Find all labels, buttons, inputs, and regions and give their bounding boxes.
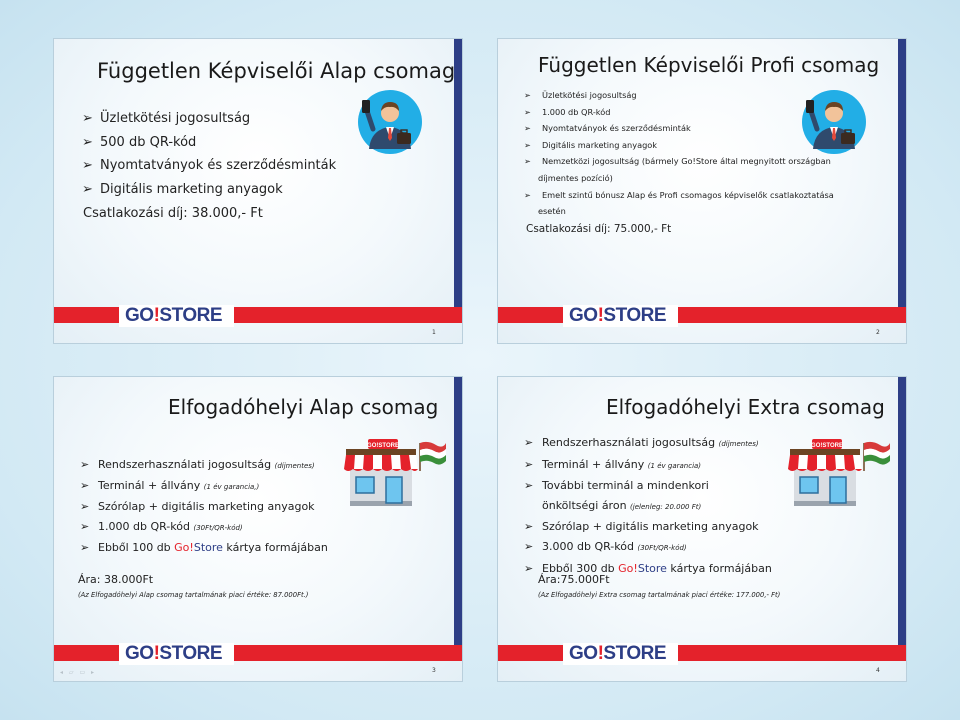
gostore-logo: GO!STORE [569,305,666,326]
arrow-bullet-icon: ➢ [80,500,90,513]
storefront-icon [342,437,450,509]
joining-fee: Csatlakozási díj: 75.000,- Ft [526,223,672,235]
list-item-continuation: önköltségi áron (jelenleg: 20.000 Ft) [542,498,702,512]
market-value-note: (Az Elfogadóhelyi Alap csomag tartalmának piaci értéke: 87.000Ft.) [78,591,309,599]
svg-text:GO!STORE: GO!STORE [811,443,843,449]
feature-list [82,107,336,201]
slide-2[interactable] [497,38,907,344]
svg-text:GO!STORE: GO!STORE [367,443,399,449]
navy-side-bar [454,39,462,313]
list-item: ➢ 500 db QR-kód [82,131,336,155]
feature-list [80,455,328,558]
list-item: ➢ Digitális marketing anyagok [82,178,336,202]
list-item: ➢ Rendszerhasználati jogosultság (díjmentes) [524,433,772,455]
page-number: 1 [432,329,436,336]
arrow-bullet-icon: ➢ [524,457,534,471]
arrow-bullet-icon: ➢ [524,520,534,534]
list-item: ➢ 1.000 db QR-kód (30Ft/QR-kód) [80,517,328,538]
slide-3[interactable] [53,376,463,682]
list-item: ➢ Üzletkötési jogosultság [82,107,336,131]
page-number: 3 [432,667,436,674]
gostore-logo: GO!STORE [125,643,222,664]
list-item: ➢ Ebből 300 db Go!Store kártya formájában [524,559,772,579]
list-item: ➢ Rendszerhasználati jogosultság (díjmentes) [80,455,328,476]
arrow-bullet-icon: ➢ [524,106,531,117]
arrow-bullet-icon: ➢ [524,539,534,553]
slide-title: Elfogadóhelyi Alap csomag [168,395,439,419]
joining-fee: Csatlakozási díj: 38.000,- Ft [83,206,263,221]
businessman-icon [357,89,423,155]
arrow-bullet-icon: ➢ [524,189,531,200]
arrow-bullet-icon: ➢ [524,139,531,150]
list-item: ➢ Szórólap + digitális marketing anyagok [80,497,328,517]
list-item: ➢ Emelt szintű bónusz Alap és Profi csomagos képviselők csatlakoztatása [524,187,834,204]
slide-title: Elfogadóhelyi Extra csomag [606,395,885,419]
navy-side-bar [898,39,906,313]
page-number: 4 [876,667,880,674]
slide-1[interactable] [53,38,463,344]
arrow-bullet-icon: ➢ [524,436,534,449]
slide-title: Független Képviselői Alap csomag [97,59,456,83]
price: Ára:75.000Ft [538,573,610,586]
arrow-bullet-icon: ➢ [82,134,93,150]
list-item: ➢ Nyomtatványok és szerződésminták [524,120,834,137]
slide-title: Független Képviselői Profi csomag [538,53,880,77]
list-item: ➢ Terminál + állvány (1 év garancia) [524,455,772,477]
arrow-bullet-icon: ➢ [80,479,90,492]
arrow-bullet-icon: ➢ [80,520,90,533]
arrow-bullet-icon: ➢ [80,541,90,554]
list-item: ➢ 3.000 db QR-kód (30Ft/QR-kód) [524,537,772,559]
arrow-bullet-icon: ➢ [82,181,93,197]
list-item: ➢ Nemzetközi jogosultság (bármely Go!Store által megnyitott országban [524,153,834,170]
list-item: ➢ Ebből 100 db Go!Store kártya formájában [80,538,328,558]
slide-4[interactable] [497,376,907,682]
list-item: ➢ Nyomtatványok és szerződésminták [82,154,336,178]
gostore-logo: GO!STORE [125,305,222,326]
list-item: ➢ További terminál a mindenkori [524,476,772,496]
arrow-bullet-icon: ➢ [524,156,531,167]
arrow-bullet-icon: ➢ [82,111,93,126]
brand-red-bar [54,307,463,323]
arrow-bullet-icon: ➢ [524,561,534,575]
arrow-bullet-icon: ➢ [524,123,531,134]
gostore-logo: GO!STORE [569,643,666,664]
list-item-continuation: díjmentes pozíció) [538,172,613,183]
list-item-continuation: esetén [538,206,566,217]
list-item: ➢ 1.000 db QR-kód [524,104,834,121]
market-value-note: (Az Elfogadóhelyi Extra csomag tartalmának piaci értéke: 177.000,- Ft) [538,591,781,599]
arrow-bullet-icon: ➢ [524,90,531,100]
brand-red-bar [498,307,907,323]
feature-list [524,87,834,220]
arrow-bullet-icon: ➢ [524,479,534,493]
navy-side-bar [898,377,906,651]
brand-red-bar [54,645,463,661]
arrow-bullet-icon: ➢ [82,158,93,173]
businessman-icon [801,89,867,155]
storefront-icon [786,437,894,509]
arrow-bullet-icon: ➢ [80,458,90,471]
list-item: ➢ Üzletkötési jogosultság [524,87,834,104]
page-number: 2 [876,329,880,336]
navy-side-bar [454,377,462,651]
list-item: ➢ Digitális marketing anyagok [524,137,834,154]
feature-list [524,433,772,578]
list-item: ➢ Terminál + állvány (1 év garancia,) [80,476,328,497]
slide-controls-icon[interactable]: ◂ ▱ ▭ ▸ [60,669,97,676]
price: Ára: 38.000Ft [78,573,154,586]
brand-red-bar [498,645,907,661]
list-item: ➢ Szórólap + digitális marketing anyagok [524,517,772,537]
